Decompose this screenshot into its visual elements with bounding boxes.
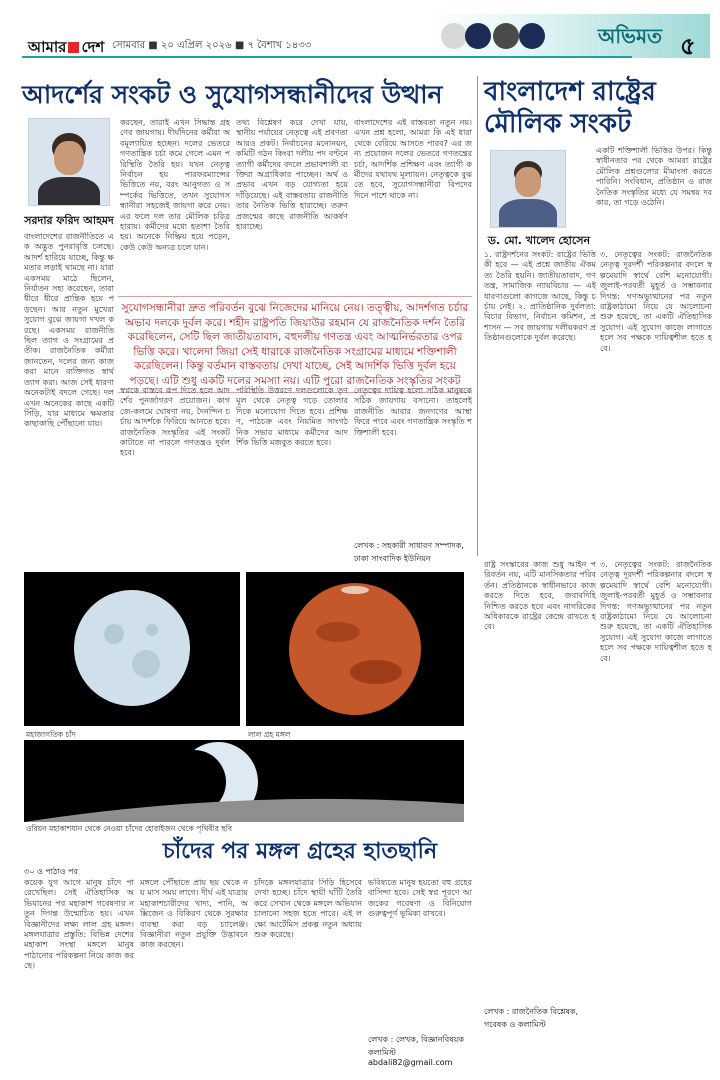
- paragraph: পরিস্থিতি উত্তরণে দলগুলোকে তৃণমূল থেকে নেতৃত্ব গড়ে তোলার দিকে মনোযোগ দিতে হবে। প্রশিক্ষণ, পাঠচক্র এবং নিয়মিত সাংগঠনিক সভার মাধ্যমে কর্মীদের আদর্শিক ভিত্তি মজবুত করতে হবে।: [236, 386, 348, 448]
- article1-col1: [24, 232, 114, 554]
- header-rule: [22, 56, 632, 58]
- paragraph: তথ্য বিশ্লেষণ করে দেখা যায়, স্থানীয় পর্যায়ের নেতৃত্বে এই প্রবণতা আরও প্রকট। নির্বাচনের মনোনয়ন, কমিটি গঠন কিংবা দলীয় পদ বণ্টনে ত্যাগী কর্মীদের বদলে প্রভাবশালী ব্যক্তিরা অগ্রাধিকার পাচ্ছেন। অর্থ ও প্রভাব এখন বড় যোগ্যতা হয়ে দাঁড়িয়েছে। এই বাস্তবতায় রাজনীতি তার নৈতিক ভিত্তি হারাচ্ছে। তরুণ প্রজন্মের কাছে রাজনীতি আকর্ষণ হারাচ্ছে।: [236, 118, 348, 232]
- mars-image: [246, 572, 464, 726]
- feature-col4: [368, 878, 472, 1028]
- paragraph: রাষ্ট্র সংস্কারের কাজ শুধু আইন পরিবর্তন নয়, এটি মানসিকতার পরিবর্তন। প্রতিষ্ঠানকে স্বাধীনভাবে কাজ করতে দিতে হবে, জবাবদিহি নিশ্চিত করতে হবে এবং নাগরিকের অধিকারকে রাষ্ট্রের কেন্দ্রে রাখতে হবে।: [484, 560, 596, 632]
- pull-quote: সুযোগসন্ধানীরা দ্রুত পরিবর্তন বুঝে নিজেদের মানিয়ে নেয়। তত্ত্বীয়, আদর্শগত চর্চার অভাব দলকে দুর্বল করে। শহীদ রাষ্ট্রপতি জিয়াউর রহমান যে রাজনৈতিক দর্শন তৈরি করেছিলেন, সেটি ছিল জাতীয়তাবাদ, বহুদলীয় গণতন্ত্র এবং আত্মনির্ভরতার ওপর ভিত্তি করে। খালেদা জিয়া সেই ধারাকে রাজনৈতিক সংগ্রামের মাধ্যমে শক্তিশালী করেছিলেন। কিন্তু বর্তমান বাস্তবতায় দেখা যাচ্ছে, সেই আদর্শিক ভিত্তি দুর্বল হয়ে পড়ছে। এটি শুধু একটি দলের সমস্যা নয়। এটি পুরো রাজনৈতিক সংস্কৃতির সংকট: [118, 296, 472, 393]
- paragraph: একটি শক্তিশালী ভিত্তির উপর। কিন্তু স্বাধীনতার পর থেকে আমরা রাষ্ট্রের মৌলিক প্রশ্নগুলোর মীমাংসা করতে পারিনি। সংবিধান, প্রতিষ্ঠান ও রাজনৈতিক সংস্কৃতির মধ্যে যে সমন্বয় দরকার, তা গড়ে ওঠেনি।: [596, 146, 712, 208]
- article2-col4: [484, 560, 596, 1000]
- earthrise-image: [24, 740, 464, 822]
- paragraph: ভবিষ্যতে মানুষ হয়তো বহু গ্রহের বাসিন্দা হবে। সেই স্বপ্ন পূরণে আজকের গবেষণা ও বিনিয়োগ গুরুত্বপূর্ণ ভূমিকা রাখবে।: [368, 878, 472, 919]
- paragraph: করছেন, তারাই এখন সিদ্ধান্ত গ্রহণের জায়গায়। দীর্ঘদিনের কর্মীরা অবমূল্যায়িত হচ্ছেন। দলের ভেতরে গণতান্ত্রিক চর্চা কমে গেলে এমন পরিস্থিতি তৈরি হয়। যখন নেতৃত্ব নির্বাচন হয় পারফরম্যান্সের ভিত্তিতে নয়, বরং আনুগত্য ও সম্পর্কের ভিত্তিতে, তখন সুযোগসন্ধানীরা সহজেই জায়গা করে নেয়। এর ফলে দল তার মৌলিক চরিত্র হারায়। কর্মীদের মধ্যে হতাশা তৈরি হয়। অনেকে নিষ্ক্রিয় হয়ে পড়েন, কেউ কেউ অন্যত্র চলে যান।: [120, 118, 230, 252]
- paragraph: ৩. নেতৃত্বের সংকট: রাজনৈতিক নেতৃত্ব দূরদর্শী পরিকল্পনার বদলে স্বল্পমেয়াদি স্বার্থে বেশি মনোযোগী। জুলাই-পরবর্তী মুহূর্ত ও সম্ভাবনার দিগন্ত: গণঅভ্যুত্থানের পর নতুন রাষ্ট্রকাঠামো নিয়ে যে আলোচনা শুরু হয়েছে, তা একটি ঐতিহাসিক সুযোগ। এই সুযোগ কাজে লাগাতে হলে সব পক্ষকে দায়িত্বশীল হতে হবে।: [600, 560, 712, 663]
- author1-name: সরদার ফরিদ আহমদ: [24, 214, 114, 227]
- article2-col3-cont: [600, 560, 712, 1060]
- paragraph: মঙ্গলে পৌঁছাতে প্রায় ছয় থেকে নয় মাস সময় লাগে। দীর্ঘ এই যাত্রায় মহাকাশচারীদের খাদ্য, পানি, অক্সিজেন ও বিকিরণ থেকে সুরক্ষার ব্যবস্থা করা বড় চ্যালেঞ্জ। বিজ্ঞানীরা নতুন প্রযুক্তি উদ্ভাবনে কাজ করছেন।: [140, 878, 248, 950]
- author2-name: ড. মো. খালেদ হোসেন: [487, 234, 591, 247]
- paragraph: কয়েক যুগ আগে মানুষ চাঁদে পা রেখেছিল। সেই ঐতিহাসিক অভিযানের পর মহাকাশ গবেষণার নতুন দিগন্ত উন্মোচিত হয়। এখন বিজ্ঞানীদের লক্ষ্য লাল গ্রহ মঙ্গল। মঙ্গলযাত্রার প্রস্তুতি: বিভিন্ন দেশের মহাকাশ সংস্থা মঙ্গলে মানুষ পাঠানোর পরিকল্পনা নিয়ে কাজ করছে।: [24, 878, 134, 971]
- paragraph: ৩. নেতৃত্বের সংকট: রাজনৈতিক নেতৃত্ব দূরদর্শী পরিকল্পনার বদলে স্বল্পমেয়াদি স্বার্থে বেশি মনোযোগী। জুলাই-পরবর্তী মুহূর্ত ও সম্ভাবনার দিগন্ত: গণঅভ্যুত্থানের পর নতুন রাষ্ট্রকাঠামো নিয়ে যে আলোচনা শুরু হয়েছে, তা একটি ঐতিহাসিক সুযোগ। এই সুযোগ কাজে লাগাতে হলে সব পক্ষকে দায়িত্বশীল হতে হবে।: [600, 250, 712, 353]
- moon-graphic: [24, 572, 240, 726]
- article2-col1: [596, 146, 712, 246]
- moon-image: [24, 572, 240, 726]
- article1-col3: [236, 118, 348, 292]
- article1-col7: [354, 386, 472, 536]
- brand-right: দেশ: [81, 38, 105, 56]
- paragraph: বাংলাদেশের রাজনীতিতে এক অদ্ভুত পুনরাবৃত্তি চলছে। আদর্শ হারিয়ে যাচ্ছে, কিন্তু ক্ষমতার লড়াই থামছে না। যারা একসময় মাঠে ছিলেন, নির্যাতন সহ্য করেছেন, তারা ধীরে ধীরে প্রান্তিক হয়ে পড়ছেন। আর নতুন মুখেরা সুযোগ বুঝে জায়গা দখল করছে। একসময় রাজনীতি ছিল ত্যাগ ও সংগ্রামের প্রতীক। রাজনৈতিক কর্মীরা জানতেন, দলের জন্য কাজ করা মানে ব্যক্তিগত স্বার্থ ত্যাগ করা। আজ সেই ধারণা অনেকটাই বদলে গেছে। দল এখন অনেকের কাছে একটি সিঁড়ি, যার মাধ্যমে ক্ষমতার কাছাকাছি পৌঁছানো যায়।: [24, 232, 114, 429]
- feature-headline: চাঁদের পর মঙ্গল গ্রহের হাতছানি: [162, 838, 438, 864]
- author2-photo: [490, 150, 566, 228]
- feature-col3: [254, 878, 362, 1074]
- article2-signoff: লেখক : রাজনৈতিক বিশ্লেষক, গবেষক ও কলামিস্ট: [484, 1007, 579, 1029]
- article1-col6: [236, 386, 348, 554]
- paragraph: চাঁদকে মঙ্গলযাত্রার সিঁড়ি হিসেবে দেখা হচ্ছে। চাঁদে স্থায়ী ঘাঁটি তৈরি করে সেখান থেকে মঙ্গলে অভিযান চালানো সহজ হতে পারে। এই লক্ষ্যে আর্টেমিস প্রকল্প নতুন অধ্যায় শুরু করেছে।: [254, 878, 362, 940]
- mars-graphic: [246, 572, 464, 726]
- header-date: সোমবার ■ ২০ এপ্রিল ২০২৬ ■ ৭ বৈশাখ ১৪৩৩: [112, 40, 312, 51]
- article2-col3: [600, 250, 712, 546]
- article1-col2: [120, 118, 230, 292]
- paragraph: বাংলাদেশের এই বাস্তবতা নতুন নয়। এখন প্রশ্ন হলো, আমরা কি এই ধারা থেকে বেরিয়ে আসতে পারব? এর জন্য প্রয়োজন দলের ভেতরে গণতন্ত্রের চর্চা, আদর্শিক প্রশিক্ষণ এবং ত্যাগী কর্মীদের যথাযথ মূল্যায়ন। নেতৃত্বকে বুঝতে হবে, সুযোগসন্ধানীরা বিপদের দিনে পাশে থাকে না।: [354, 118, 472, 200]
- article2-headline: বাংলাদেশ রাষ্ট্রের মৌলিক সংকট: [484, 77, 656, 139]
- article1-col4: [354, 118, 472, 292]
- section-banner: [430, 14, 710, 58]
- page-number: ৫: [680, 32, 696, 60]
- brand-left: আমার: [28, 38, 67, 56]
- article1-signoff: লেখক : সহকারী সাধারণ সম্পাদক, ঢাকা সাংবাদিক ইউনিয়ন: [354, 541, 464, 563]
- page-header: [0, 0, 720, 70]
- caption-moon: মহাজাগতিক চাঁদ: [26, 730, 76, 739]
- paragraph: স্বপ্নকে বাস্তবে রূপ দিতে হলে আদর্শের পুনর্জাগরণ প্রয়োজন। কাগজে-কলমে ঘোষণা নয়, দৈনন্দিন চর্চায় আদর্শকে ফিরিয়ে আনতে হবে। রাজনৈতিক সংস্কৃতির এই সংকট কাটাতে না পারলে গণতন্ত্রও দুর্বল হবে।: [120, 386, 230, 458]
- paragraph: নেতৃত্বের দায়িত্ব হলো সঠিক মানুষকে সঠিক জায়গায় বসানো। তাহলেই রাজনীতি আবার জনগণের আস্থা ফিরে পাবে এবং গণতান্ত্রিক সংস্কৃতি শক্তিশালী হবে।: [354, 386, 472, 437]
- caption-earth: ওরিয়ন মহাকাশযান থেকে নেওয়া চাঁদের হোরাইজন থেকে পৃথিবীর ছবি: [26, 824, 233, 833]
- brand-square-icon: [68, 42, 79, 53]
- section-title: অভিমত: [598, 24, 663, 48]
- article1-col5: [120, 386, 230, 554]
- author1-photo: [28, 118, 110, 206]
- paragraph: ১. রাষ্ট্রদর্শনের সংকট: রাষ্ট্রের ভিত্তি কী হবে — এই প্রশ্নে জাতীয় ঐকমত্য তৈরি হয়নি। জাতীয়তাবাদ, গণতন্ত্র, সামাজিক ন্যায়বিচার — এই ধারণাগুলো কাগজে আছে, কিন্তু চর্চায় নেই। ২. প্রাতিষ্ঠানিক দুর্বলতা: বিচার বিভাগ, নির্বাচন কমিশন, প্রশাসন — সব জায়গায় দলীয়করণ প্রতিষ্ঠানগুলোকে দুর্বল করেছে।: [484, 250, 596, 343]
- article1-headline: আদর্শের সংকট ও সুযোগসন্ধানীদের উত্থান: [22, 80, 443, 109]
- feature-col1: [24, 878, 134, 1074]
- profile-heads-icon: [440, 18, 550, 54]
- column-divider: [477, 76, 478, 556]
- feature-signoff: লেখক : লেখক, বিজ্ঞানবিষয়ক কলামিস্ট: [368, 1035, 464, 1057]
- caption-mars: লাল গ্রহ মঙ্গল: [248, 730, 291, 739]
- feature-dateline: ৩০ ও পাঠাও পর: [24, 867, 78, 876]
- feature-email: abdali82@gmail.com: [368, 1058, 453, 1067]
- earthrise-graphic: [24, 740, 464, 822]
- article2-col2: [484, 250, 596, 546]
- feature-col2: [140, 878, 248, 1074]
